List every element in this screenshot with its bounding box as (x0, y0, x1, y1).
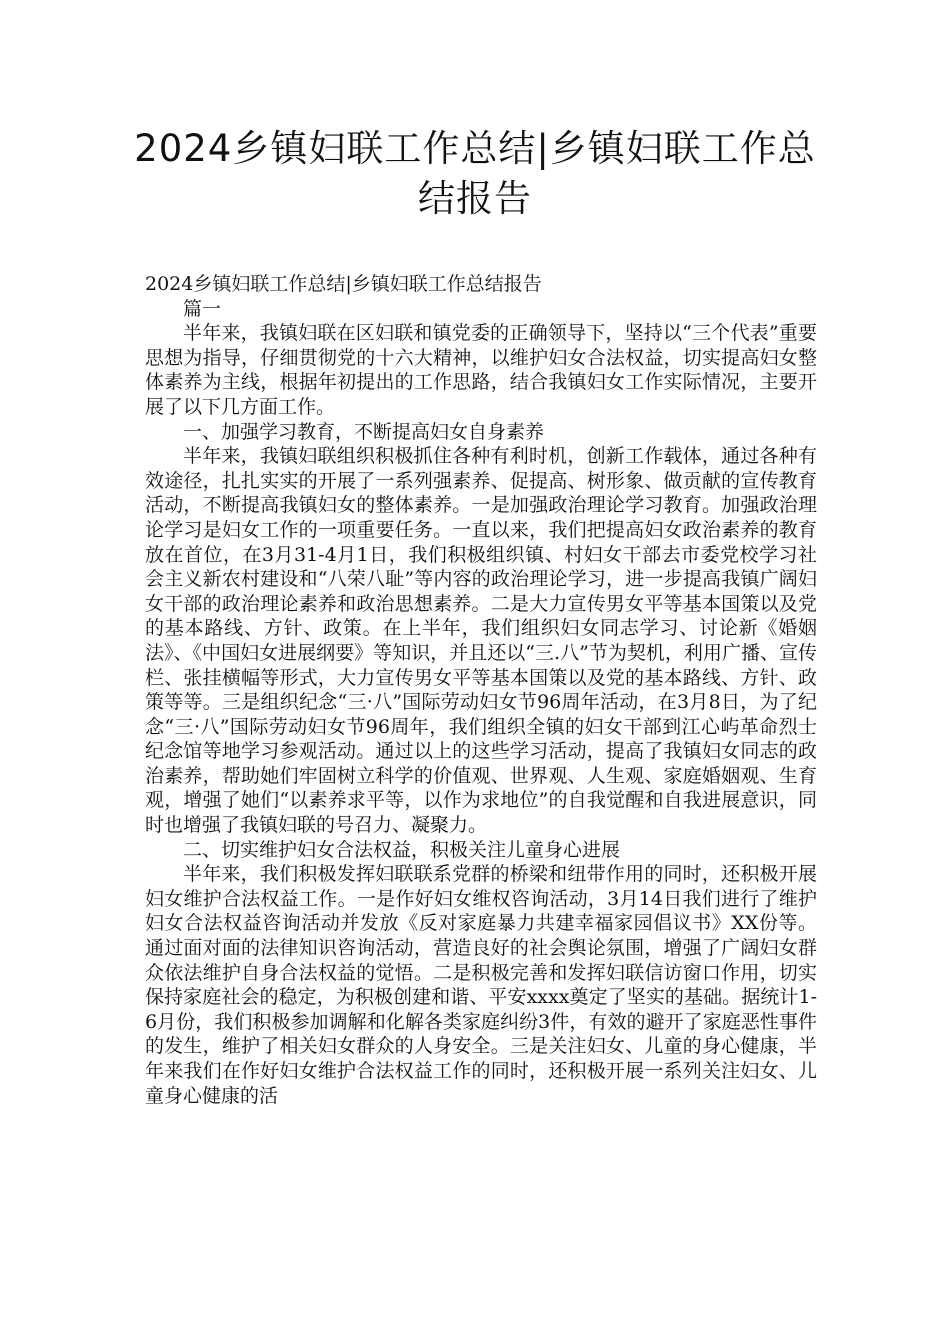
section-1-heading: 一、加强学习教育，不断提高妇女自身素养 (183, 420, 545, 443)
document-title: 2024乡镇妇联工作总结|乡镇妇联工作总结报告 (134, 127, 816, 220)
part-label: 篇一 (183, 297, 222, 320)
section-2-paragraph: 半年来，我们积极发挥妇联联系党群的桥梁和纽带作用的同时，还积极开展妇女维护合法权益工作。一是作好妇女维权咨询活动，3月14日我们进行了维护妇女合法权益咨询活动并发放《反对家庭暴力共建幸福家园倡议书》XX份等。通过面对面的法律知识咨询活动，营造良好的社会舆论氛围，增强了广阔妇女群众依法维护自身合法权益的觉悟。二是积极完善和发挥妇联信访窗口作用，切实保持家庭社会的稳定，为积极创建和谐、平安xxxx奠定了坚实的基础。据统计1-6月份，我们积极参加调解和化解各类家庭纠纷3件，有效的避开了家庭恶性事件的发生，维护了相关妇女群众的人身安全。三是关注妇女、儿童的身心健康，半年来我们在作好妇女维护合法权益工作的同时，还积极开展一系列关注妇女、儿童身心健康的活 (145, 863, 817, 1107)
document-subtitle: 2024乡镇妇联工作总结|乡镇妇联工作总结报告 (145, 273, 542, 295)
intro-paragraph: 半年来，我镇妇联在区妇联和镇党委的正确领导下，坚持以“三个代表”重要思想为指导，仔细贯彻党的十六大精神，以维护妇女合法权益，切实提高妇女整体素养为主线，根据年初提出的工作思路，结合我镇妇女工作实际情况，主要开展了以下几方面工作。 (145, 322, 817, 418)
section-1-paragraph: 半年来，我镇妇联组织积极抓住各种有利时机，创新工作载体，通过各种有效途径，扎扎实实的开展了一系列强素养、促提高、树形象、做贡献的宣传教育活动，不断提高我镇妇女的整体素养。一是加强政治理论学习教育。加强政治理论学习是妇女工作的一项重要任务。一直以来，我们把提高妇女政治素养的教育放在首位，在3月31-4月1日，我们积极组织镇、村妇女干部去市委党校学习社会主义新农村建设和“八荣八耻”等内容的政治理论学习，进一步提高我镇广阔妇女干部的政治理论素养和政治思想素养。二是大力宣传男女平等基本国策以及党的基本路线、方针、政策。在上半年，我们组织妇女同志学习、讨论新《婚姻法》、《中国妇女进展纲要》等知识，并且还以“三.八”节为契机，利用广播、宣传栏、张挂横幅等形式，大力宣传男女平等基本国策以及党的基本路线、方针、政策等等。三是组织纪念“三·八”国际劳动妇女节96周年活动，在3月8日，为了纪念“三·八”国际劳动妇女节96周年，我们组织全镇的妇女干部到江心屿革命烈士纪念馆等地学习参观活动。通过以上的这些学习活动，提高了我镇妇女同志的政治素养，帮助她们牢固树立科学的价值观、世界观、人生观、家庭婚姻观、生育观，增强了她们“以素养求平等，以作为求地位”的自我觉醒和自我进展意识，同时也增强了我镇妇联的号召力、凝聚力。 (145, 445, 817, 837)
section-2-heading: 二、切实维护妇女合法权益，积极关注儿童身心进展 (183, 838, 621, 861)
document-body (145, 272, 817, 1108)
